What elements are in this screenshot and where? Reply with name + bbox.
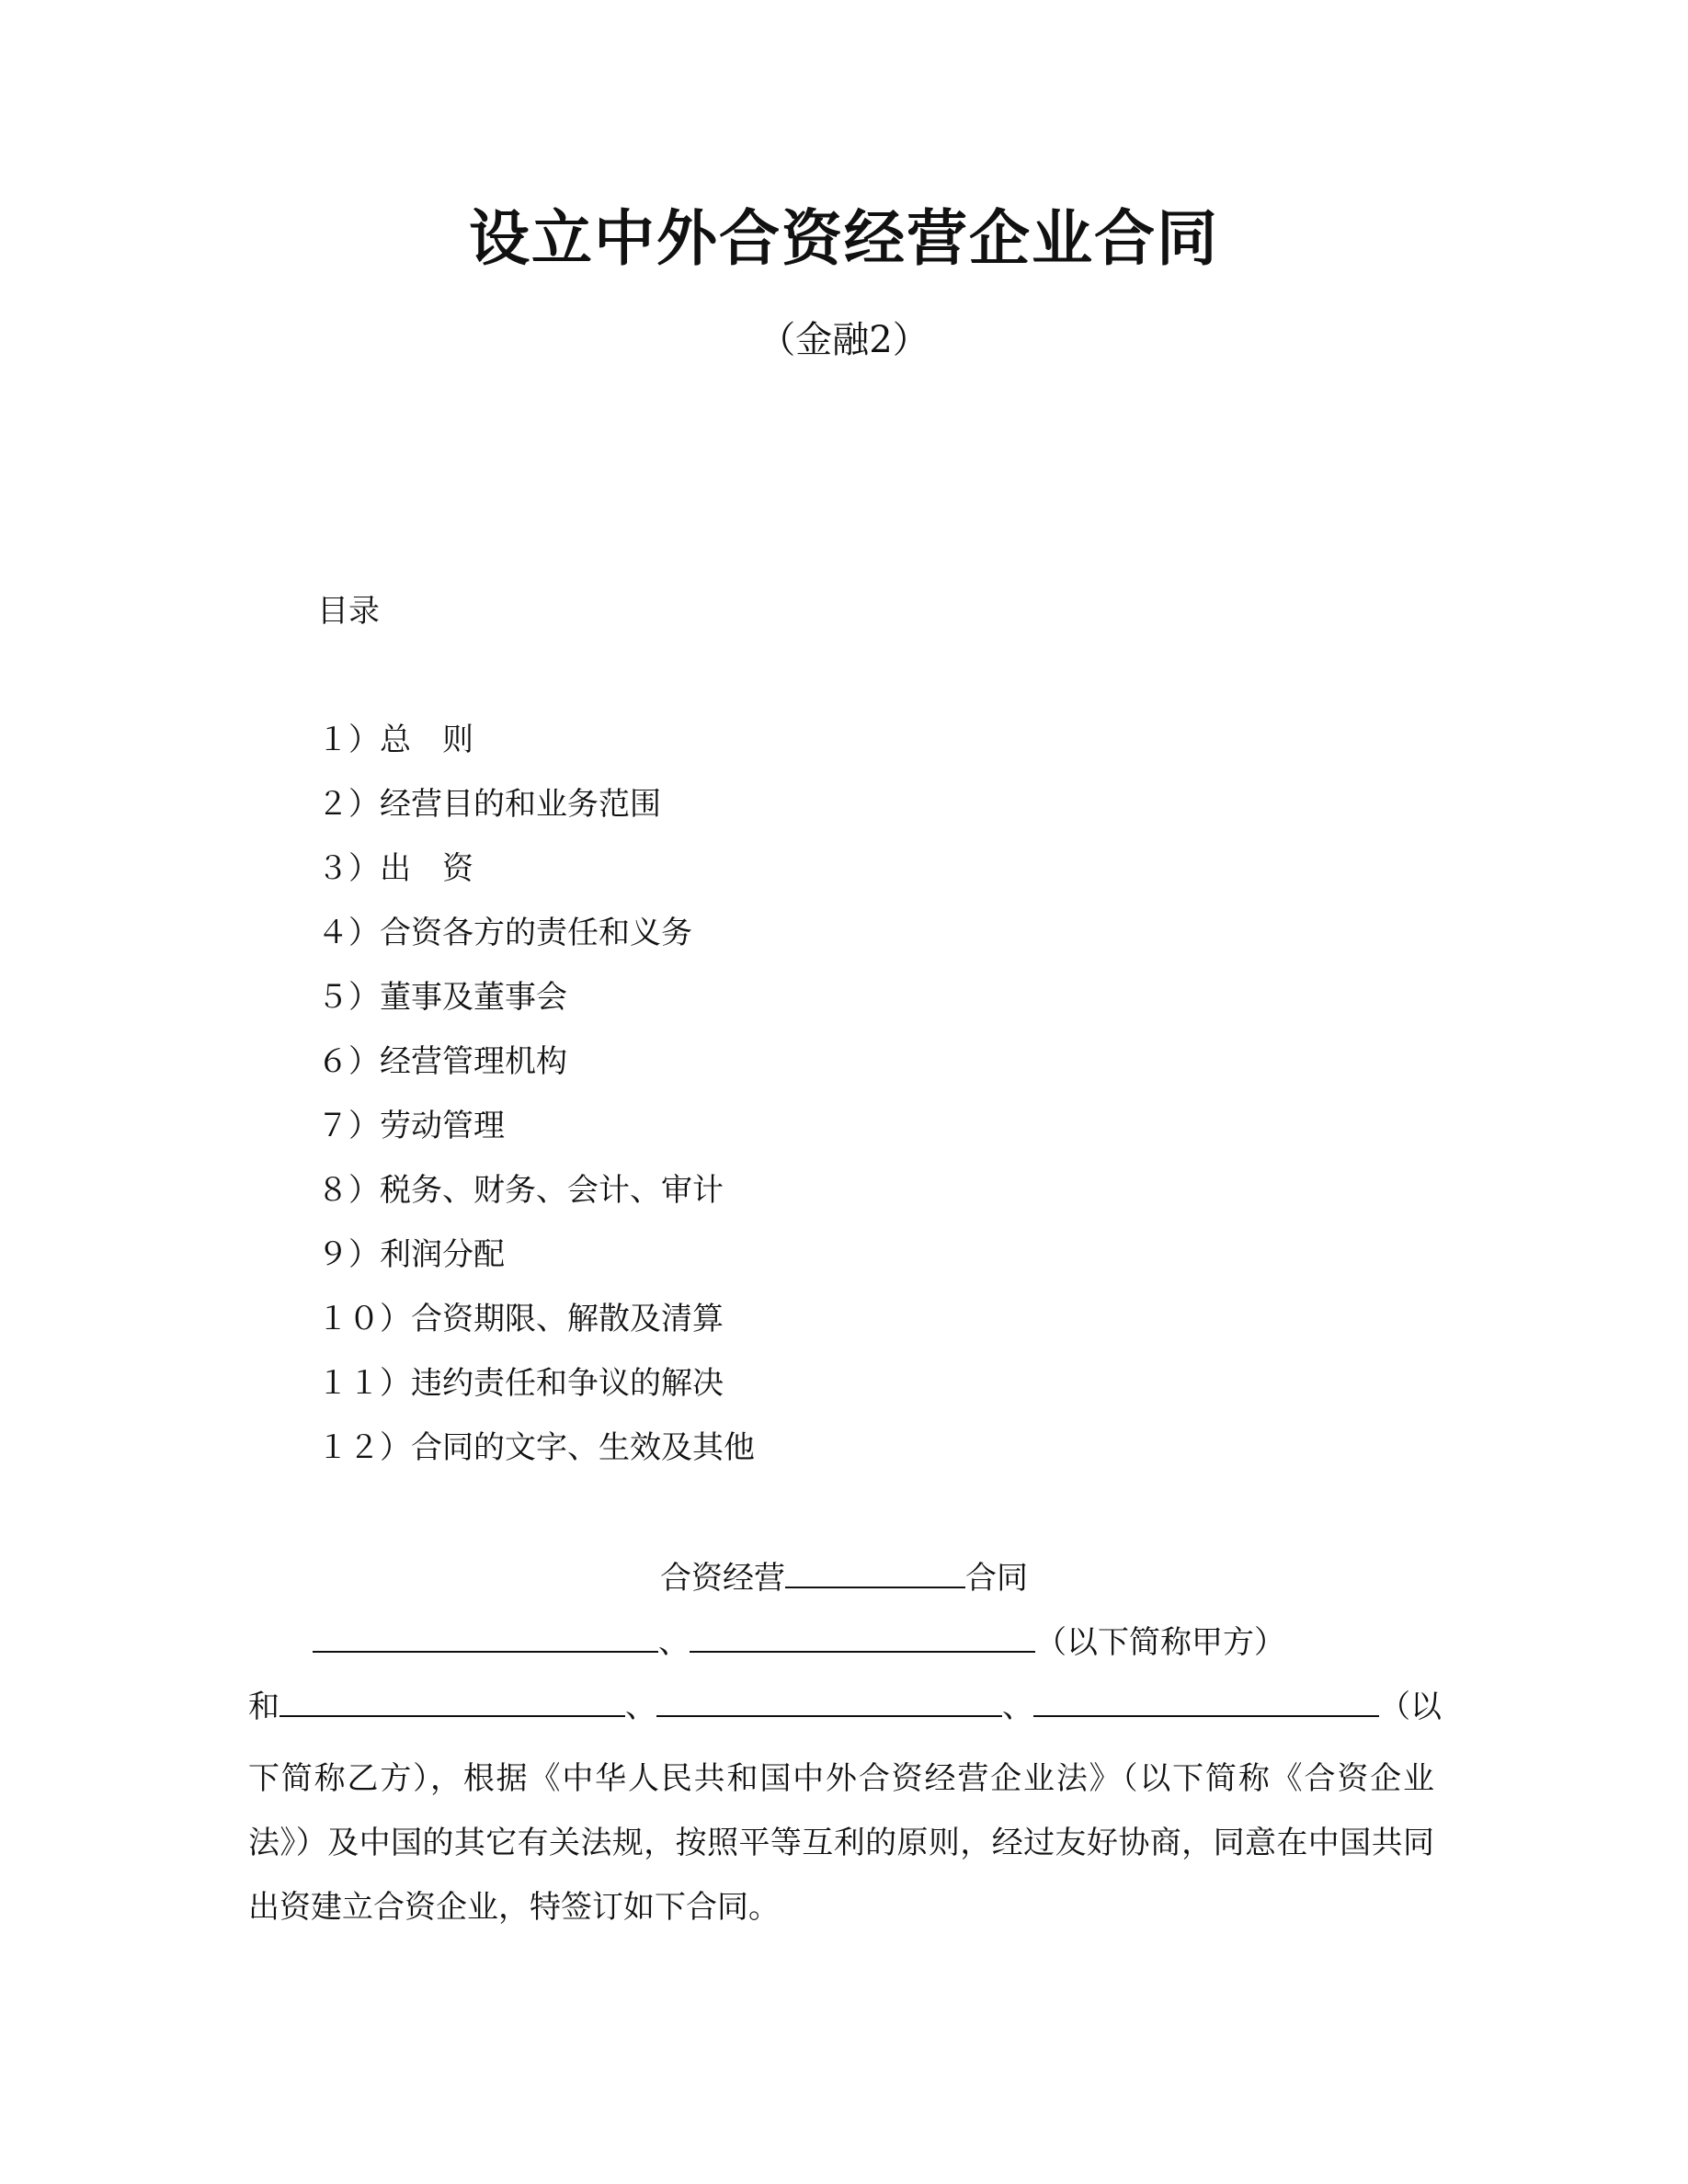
party-b-line (248, 1682, 1442, 1730)
toc-item: ３）出 资 (317, 850, 473, 887)
party-a-separator: 、 (658, 1624, 690, 1661)
toc-item: ９）利润分配 (317, 1236, 505, 1273)
toc-item: ５）董事及董事会 (317, 979, 567, 1016)
contract-title (0, 1553, 1688, 1601)
party-a-name-blank[interactable] (313, 1618, 658, 1653)
party-a-suffix: （以下简称甲方） (1035, 1624, 1285, 1661)
document-title: 设立中外合资经营企业合同 (469, 203, 1219, 274)
party-b-name-blank[interactable] (279, 1682, 625, 1717)
toc-item: １１）违约责任和争议的解决 (317, 1365, 724, 1402)
toc-item: １２）合同的文字、生效及其他 (317, 1429, 755, 1466)
party-b-separator-1: 、 (625, 1689, 656, 1725)
contract-preamble: 下简称乙方），根据《中华人民共和国中外合资经营企业法》（以下简称《合资企业法》）及中国的其它有关法规，按照平等互利的原则，经过友好协商，同意在中国共同出资建立合资企业，特签订如下合同。 (248, 1760, 1434, 1926)
party-b-prefix: 和 (248, 1689, 279, 1725)
party-b-blank-3[interactable] (1033, 1682, 1379, 1717)
party-b-suffix: （以 (1379, 1689, 1442, 1725)
party-b-blank-2[interactable] (656, 1682, 1002, 1717)
toc-item: ２）经营目的和业务范围 (317, 786, 661, 823)
toc-item: ７）劳动管理 (317, 1108, 505, 1144)
contract-name-blank[interactable] (785, 1553, 965, 1588)
party-b-separator-2: 、 (1002, 1689, 1033, 1725)
toc-item: １０）合资期限、解散及清算 (317, 1301, 724, 1337)
contract-title-suffix: 合同 (965, 1560, 1028, 1597)
document-subtitle: （金融2） (758, 319, 930, 361)
table-of-contents (317, 717, 755, 1489)
toc-item: ８）税务、财务、会计、审计 (317, 1172, 724, 1209)
party-a-address-blank[interactable] (690, 1618, 1035, 1653)
toc-item: １）总 则 (317, 722, 473, 758)
toc-heading: 目录 (317, 593, 380, 630)
toc-item: ４）合资各方的责任和义务 (317, 915, 692, 951)
contract-title-prefix: 合资经营 (660, 1560, 785, 1597)
party-a-line (313, 1618, 1285, 1666)
toc-item: ６）经营管理机构 (317, 1043, 567, 1080)
